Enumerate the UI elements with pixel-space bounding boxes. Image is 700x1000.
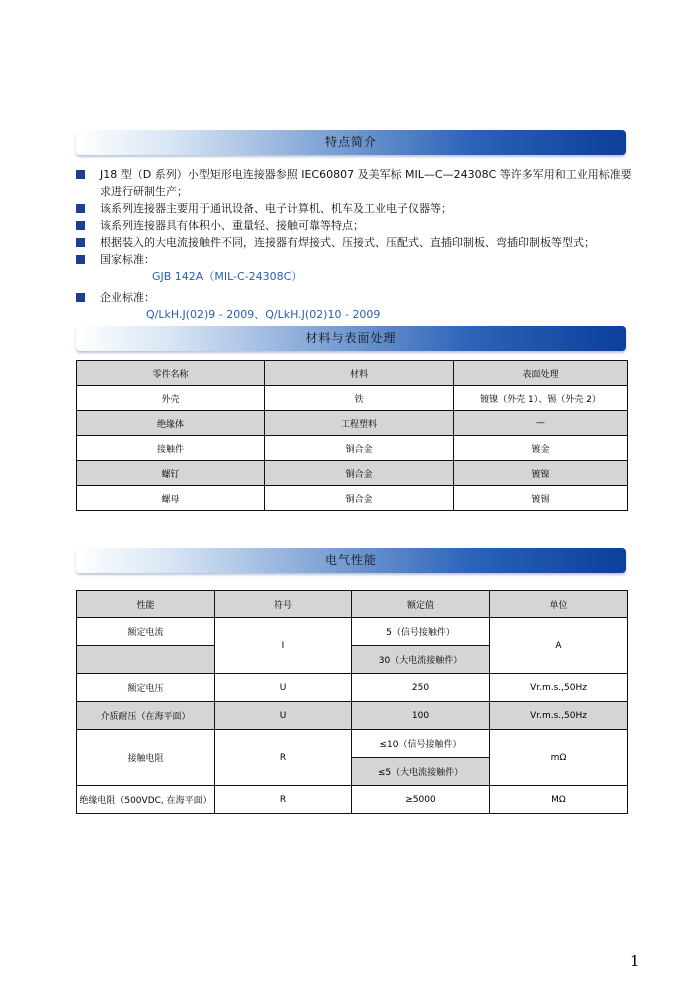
table-cell: 铁	[265, 386, 454, 411]
table-cell: ≥5000	[352, 786, 490, 814]
table-row	[77, 411, 628, 436]
table-cell: MΩ	[490, 786, 628, 814]
materials-table	[76, 360, 628, 511]
table-header-cell: 材料	[265, 361, 454, 386]
table-cell: 额定电压	[77, 674, 215, 702]
table-cell: 镀金	[454, 436, 628, 461]
table-cell: 工程塑料	[265, 411, 454, 436]
table-row	[77, 674, 628, 702]
square-bullet-icon	[76, 204, 85, 213]
table-cell: 镀锡	[454, 486, 628, 511]
table-cell: mΩ	[490, 730, 628, 786]
table-cell: ≤5（大电流接触件）	[352, 758, 490, 786]
materials-banner	[76, 326, 626, 351]
square-bullet-icon	[76, 170, 85, 179]
feature-item: 该系列连接器主要用于通讯设备、电子计算机、机车及工业电子仪器等；	[76, 200, 636, 217]
square-bullet-icon	[76, 255, 85, 264]
table-row	[77, 461, 628, 486]
table-row	[77, 386, 628, 411]
square-bullet-icon	[76, 238, 85, 247]
table-cell: 镀镍（外壳 1）、锡（外壳 2）	[454, 386, 628, 411]
electrical-title: 电气性能	[324, 553, 377, 567]
table-row	[77, 486, 628, 511]
table-cell: Vr.m.s.,50Hz	[490, 674, 628, 702]
table-cell: 额定电流	[77, 618, 215, 646]
features-title: 特点简介	[324, 135, 377, 149]
table-header-row	[77, 591, 628, 618]
feature-item: 根据装入的大电流接触件不同，连接器有焊接式、压接式、压配式、直插印制板、弯插印制板等型式；	[76, 234, 636, 251]
table-cell: 绝缘体	[77, 411, 265, 436]
enterprise-standard: Q/LkH.J(02)9 - 2009、Q/LkH.J(02)10 - 2009	[146, 308, 381, 321]
table-cell: I	[215, 618, 352, 674]
table-row	[77, 730, 628, 758]
square-bullet-icon	[76, 221, 85, 230]
table-cell: —	[454, 411, 628, 436]
table-row	[77, 618, 628, 646]
table-cell: ≤10（信号接触件）	[352, 730, 490, 758]
table-cell: 铜合金	[265, 436, 454, 461]
table-header-cell: 额定值	[352, 591, 490, 618]
features-list	[76, 166, 636, 323]
table-header-cell: 单位	[490, 591, 628, 618]
table-cell: 100	[352, 702, 490, 730]
table-cell: 外壳	[77, 386, 265, 411]
electrical-table	[76, 590, 628, 814]
table-cell: 铜合金	[265, 461, 454, 486]
feature-item: 企业标准：	[76, 289, 636, 306]
table-cell: 螺钉	[77, 461, 265, 486]
table-cell: 5（信号接触件）	[352, 618, 490, 646]
table-cell: R	[215, 730, 352, 786]
table-cell: A	[490, 618, 628, 674]
table-row	[77, 702, 628, 730]
features-banner	[76, 130, 626, 155]
table-header-row	[77, 361, 628, 386]
feature-item: 国家标准：	[76, 251, 636, 268]
table-cell: 绝缘电阻（500VDC, 在海平面）	[77, 786, 215, 814]
feature-item: J18 型（D 系列）小型矩形电连接器参照 IEC60807 及美军标 MIL—C—24308C 等许多军用和工业用标准要求进行研制生产；	[76, 166, 636, 200]
table-cell: 铜合金	[265, 486, 454, 511]
table-header-cell: 零件名称	[77, 361, 265, 386]
table-cell: Vr.m.s.,50Hz	[490, 702, 628, 730]
materials-title: 材料与表面处理	[305, 331, 397, 345]
table-header-cell: 性能	[77, 591, 215, 618]
table-header-cell: 表面处理	[454, 361, 628, 386]
table-cell: 介质耐压（在海平面）	[77, 702, 215, 730]
table-cell: 镀镍	[454, 461, 628, 486]
table-cell: 接触电阻	[77, 730, 215, 786]
table-cell: 250	[352, 674, 490, 702]
table-row	[77, 786, 628, 814]
table-cell: 30（大电流接触件）	[352, 646, 490, 674]
page-number: 1	[630, 952, 640, 970]
table-cell: R	[215, 786, 352, 814]
electrical-banner	[76, 548, 626, 573]
table-cell: 螺母	[77, 486, 265, 511]
table-header-cell: 符号	[215, 591, 352, 618]
square-bullet-icon	[76, 293, 85, 302]
table-cell: U	[215, 702, 352, 730]
feature-item: 该系列连接器具有体积小、重量轻、接触可靠等特点；	[76, 217, 636, 234]
table-cell	[77, 646, 215, 674]
table-cell: U	[215, 674, 352, 702]
table-cell: 接触件	[77, 436, 265, 461]
national-standard: GJB 142A（MIL-C-24308C）	[152, 270, 303, 283]
table-row	[77, 436, 628, 461]
